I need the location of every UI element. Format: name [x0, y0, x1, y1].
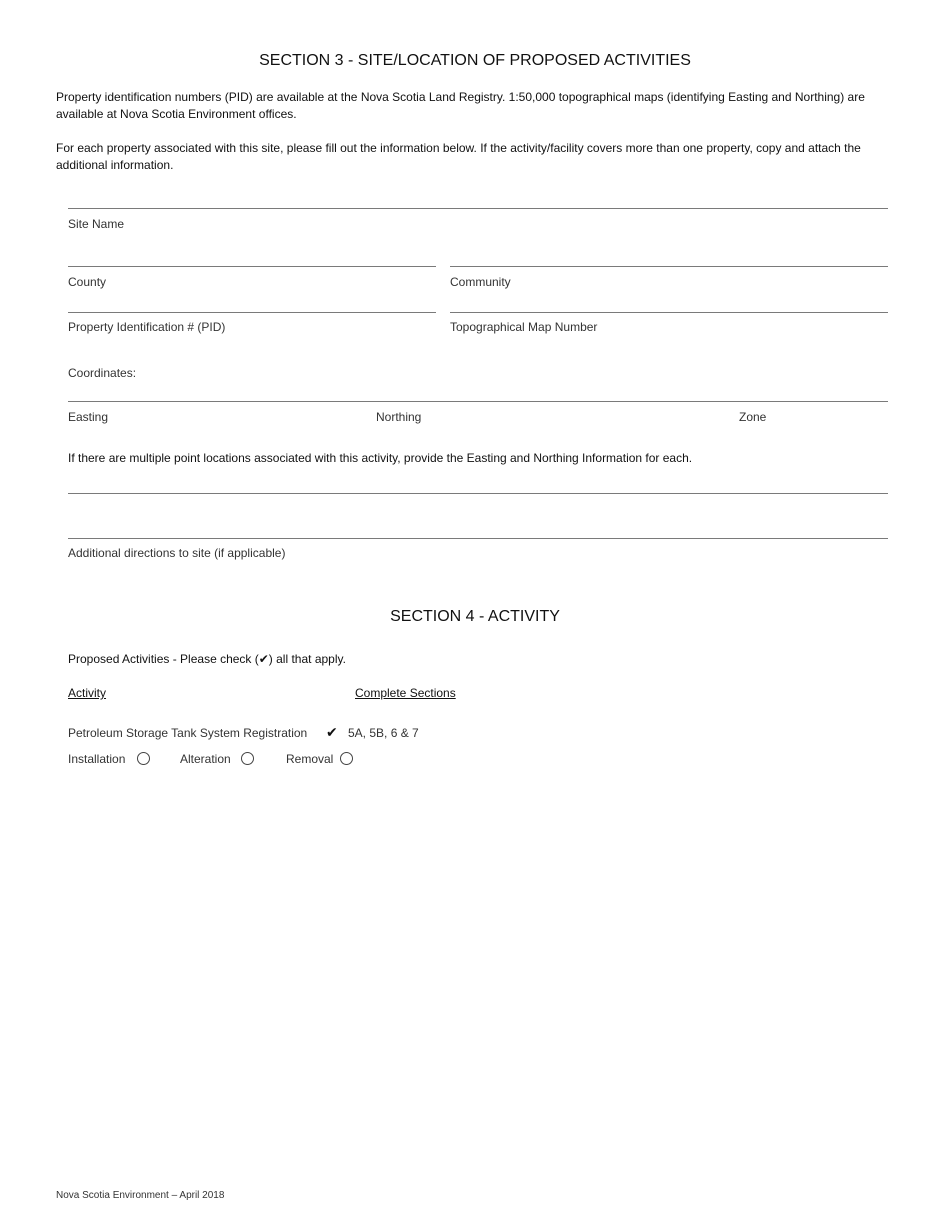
activity-petroleum-storage: Petroleum Storage Tank System Registration [68, 726, 308, 740]
section-3-title: SECTION 3 - SITE/LOCATION OF PROPOSED ACTIVITIES [259, 52, 691, 69]
topo-map-field[interactable] [450, 312, 888, 313]
activity-sections-value: 5A, 5B, 6 & 7 [348, 726, 419, 740]
intro-paragraph-pid: Property identification numbers (PID) are available at the Nova Scotia Land Registry. 1:50,000 topographical maps (identifying Easting and Northing) are available at Nova Scotia Environment offices. [56, 90, 865, 121]
topo-map-label: Topographical Map Number [450, 320, 598, 334]
multiple-points-instruction: If there are multiple point locations associated with this activity, provide the Easting and Northing Information for each. [68, 451, 693, 465]
section-4-title: SECTION 4 - ACTIVITY [390, 608, 560, 625]
directions-field[interactable] [68, 538, 888, 539]
county-field[interactable] [68, 266, 436, 267]
activities-instruction: Proposed Activities - Please check (✔) all that apply. [68, 652, 346, 666]
footer-text: Nova Scotia Environment – April 2018 [56, 1190, 225, 1201]
directions-label: Additional directions to site (if applicable) [68, 546, 286, 560]
community-field[interactable] [450, 266, 888, 267]
easting-label: Easting [68, 410, 109, 424]
removal-radio[interactable] [340, 752, 353, 765]
checkmark-icon[interactable]: ✔ [326, 724, 338, 740]
multiple-points-field[interactable] [68, 493, 888, 494]
removal-label: Removal [286, 752, 334, 766]
site-name-label: Site Name [68, 217, 125, 231]
pid-field[interactable] [68, 312, 436, 313]
coordinates-field[interactable] [68, 401, 888, 402]
installation-radio[interactable] [137, 752, 150, 765]
installation-label: Installation [68, 752, 126, 766]
community-label: Community [450, 275, 511, 289]
alteration-label: Alteration [180, 752, 231, 766]
complete-sections-column-header: Complete Sections [355, 686, 456, 700]
intro-paragraph-properties: For each property associated with this site, please fill out the information below. If the activity/facility covers more than one property, copy and attach the additional information. [56, 141, 861, 172]
coordinates-label: Coordinates: [68, 366, 137, 380]
site-name-field[interactable] [68, 208, 888, 209]
zone-label: Zone [739, 410, 767, 424]
activity-column-header: Activity [68, 686, 107, 700]
alteration-radio[interactable] [241, 752, 254, 765]
pid-label: Property Identification # (PID) [68, 320, 226, 334]
northing-label: Northing [376, 410, 422, 424]
county-label: County [68, 275, 107, 289]
